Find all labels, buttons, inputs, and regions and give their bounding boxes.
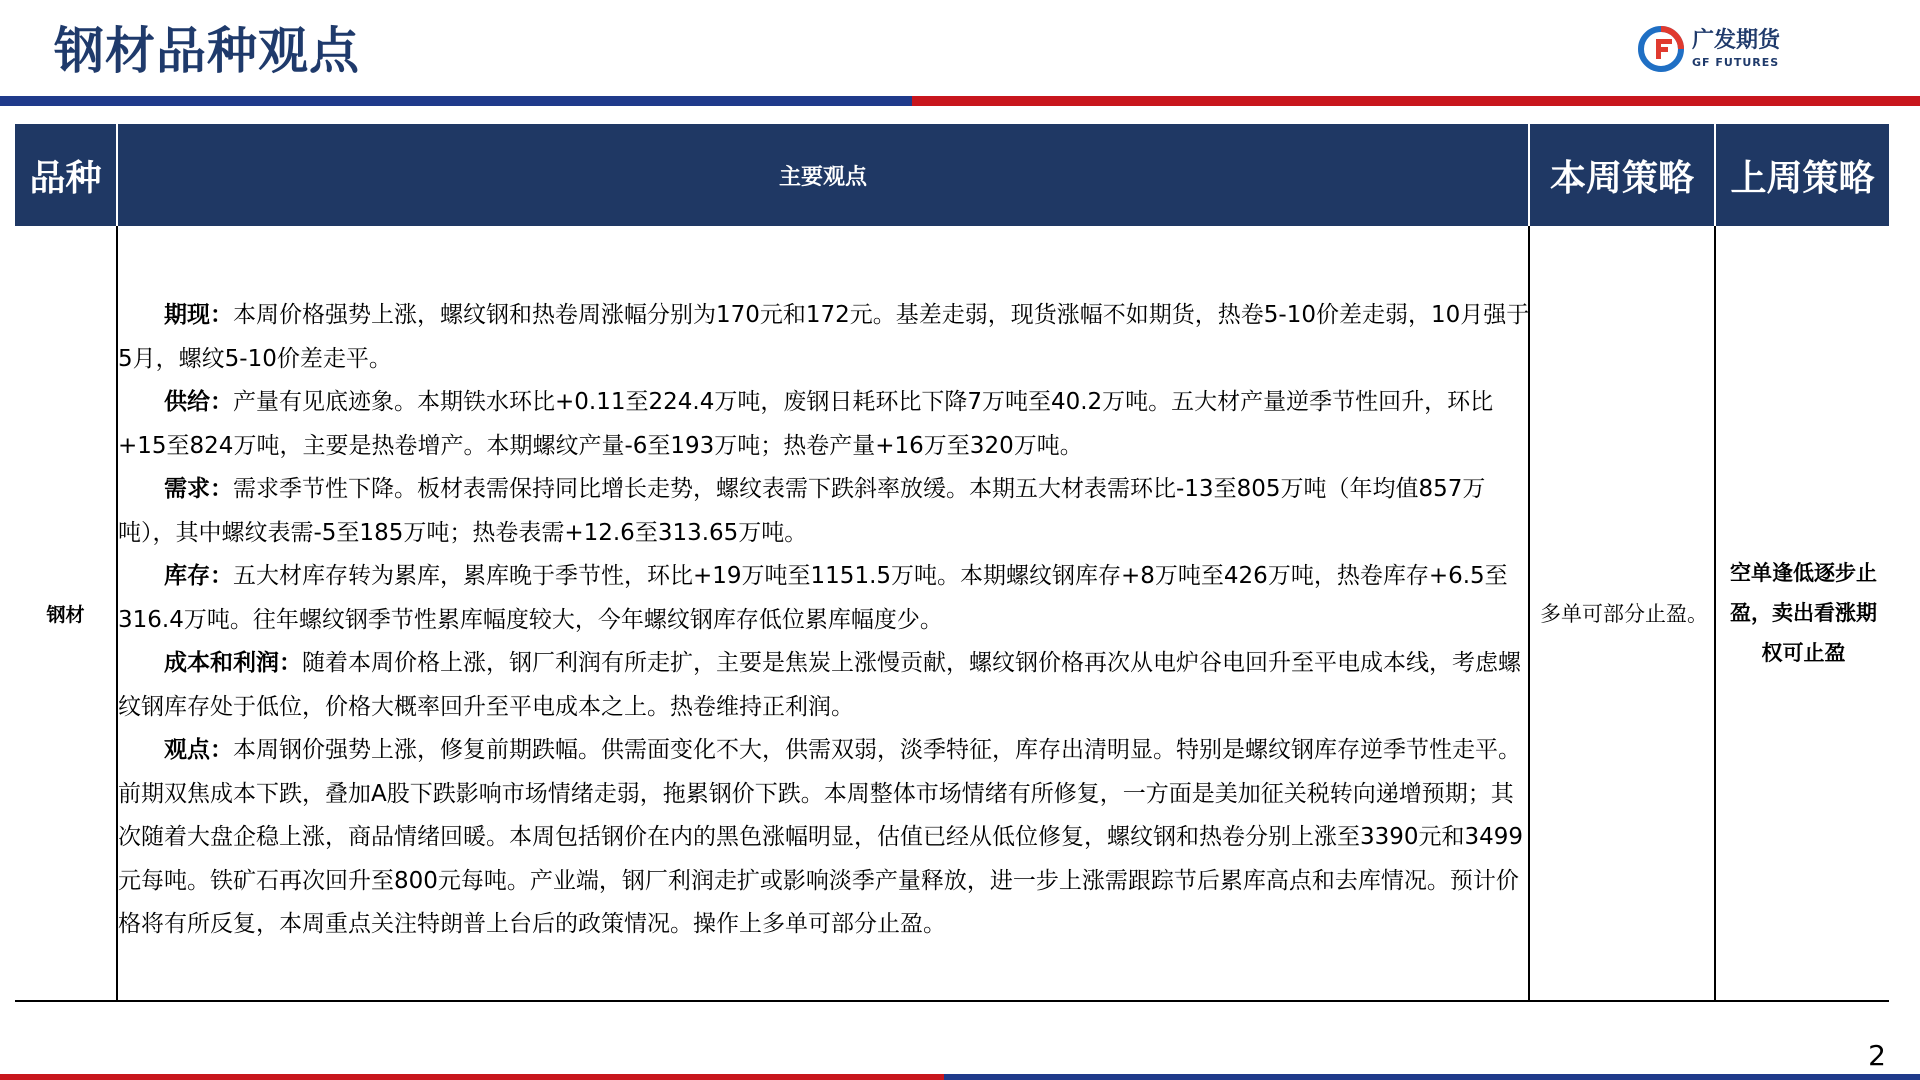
header-divider bbox=[0, 96, 1920, 106]
point-inventory: 库存：五大材库存转为累库，累库晚于季节性，环比+19万吨至1151.5万吨。本期螺纹钢库存+8万吨至426万吨，热卷库存+6.5至316.4万吨。往年螺纹钢季节性累库幅度较大，今年螺纹钢库存低位累库幅度少。 bbox=[118, 563, 1508, 633]
this-week-strategy-cell: 多单可部分止盈。 bbox=[1540, 602, 1708, 626]
column-header-last-week: 上周策略 bbox=[1716, 124, 1889, 226]
last-week-strategy-cell: 空单逢低逐步止盈，卖出看涨期权可止盈 bbox=[1730, 561, 1877, 665]
table-bottom-border bbox=[15, 1000, 1889, 1002]
strategy-table bbox=[15, 124, 1889, 1001]
logo-text-en: GF FUTURES bbox=[1692, 56, 1780, 69]
logo-text-cn: 广发期货 bbox=[1692, 28, 1781, 53]
gf-logo-icon bbox=[1638, 26, 1684, 72]
point-supply: 供给：产量有见底迹象。本期铁水环比+0.11至224.4万吨，废钢日耗环比下降7万吨至40.2万吨。五大材产量逆季节性回升，环比+15至824万吨，主要是热卷增产。本期螺纹产量-6至193万吨；热卷产量+16万至320万吨。 bbox=[118, 389, 1494, 459]
column-header-variety: 品种 bbox=[15, 124, 116, 226]
footer-divider bbox=[0, 1074, 1920, 1080]
point-demand: 需求：需求季节性下降。板材表需保持同比增长走势，螺纹表需下跌斜率放缓。本期五大材表需环比-13至805万吨（年均值857万吨），其中螺纹表需-5至185万吨；热卷表需+12.6至313.65万吨。 bbox=[118, 476, 1486, 546]
page-number: 2 bbox=[1868, 1039, 1886, 1072]
column-header-main-points: 主要观点 bbox=[118, 124, 1528, 226]
page-title: 钢材品种观点 bbox=[54, 22, 360, 80]
main-points-cell bbox=[118, 294, 1530, 947]
brand-logo bbox=[1638, 26, 1798, 76]
variety-cell: 钢材 bbox=[46, 603, 85, 626]
point-view: 观点：本周钢价强势上涨，修复前期跌幅。供需面变化不大，供需双弱，淡季特征，库存出清明显。特别是螺纹钢库存逆季节性走平。前期双焦成本下跌，叠加A股下跌影响市场情绪走弱，拖累钢价下跌。本周整体市场情绪有所修复，一方面是美加征关税转向递增预期；其次随着大盘企稳上涨，商品情绪回暖。本周包括钢价在内的黑色涨幅明显，估值已经从低位修复，螺纹钢和热卷分别上涨至3390元和3499元每吨。铁矿石再次回升至800元每吨。产业端，钢厂利润走扩或影响淡季产量释放，进一步上涨需跟踪节后累库高点和去库情况。预计价格将有所反复，本周重点关注特朗普上台后的政策情况。操作上多单可部分止盈。 bbox=[118, 737, 1524, 937]
point-spot-futures: 期现：本周价格强势上涨，螺纹钢和热卷周涨幅分别为170元和172元。基差走弱，现货涨幅不如期货，热卷5-10价差走弱，10月强于5月，螺纹5-10价差走平。 bbox=[118, 302, 1530, 372]
point-cost-profit: 成本和利润：随着本周价格上涨，钢厂利润有所走扩，主要是焦炭上涨慢贡献，螺纹钢价格再次从电炉谷电回升至平电成本线，考虑螺纹钢库存处于低位，价格大概率回升至平电成本之上。热卷维持正利润。 bbox=[118, 650, 1521, 720]
column-header-this-week: 本周策略 bbox=[1530, 124, 1714, 226]
